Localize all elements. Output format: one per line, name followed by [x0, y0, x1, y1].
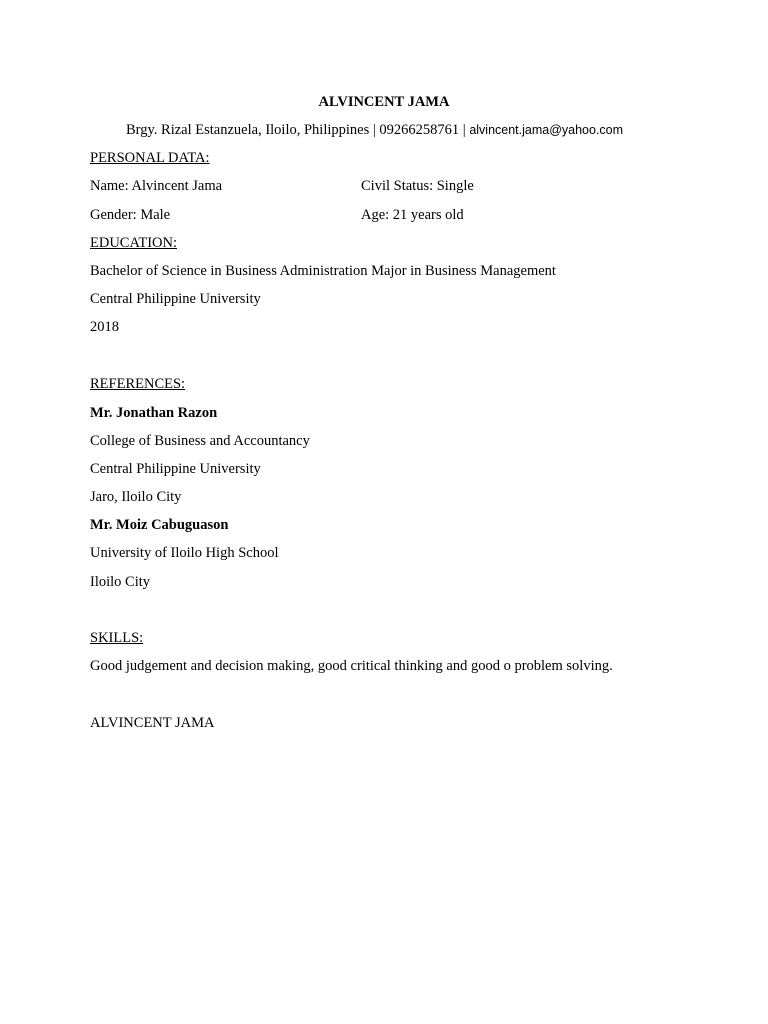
- reference-detail: Iloilo City: [90, 574, 151, 590]
- reference-name: Mr. Moiz Cabuguason: [90, 517, 229, 533]
- reference-detail: Central Philippine University: [90, 461, 261, 477]
- email-text: alvincent.jama@yahoo.com: [469, 123, 624, 137]
- education-year: 2018: [90, 319, 119, 335]
- address-phone-text: Brgy. Rizal Estanzuela, Iloilo, Philippines | 09266258761 |: [126, 122, 470, 138]
- reference-name: Mr. Jonathan Razon: [90, 405, 218, 421]
- personal-civil-status: Civil Status: Single: [361, 178, 474, 194]
- contact-line: [126, 123, 623, 138]
- references-heading: REFERENCES:: [90, 376, 186, 392]
- resume-name-heading: ALVINCENT JAMA: [318, 94, 450, 110]
- reference-detail: University of Iloilo High School: [90, 545, 279, 561]
- education-degree: Bachelor of Science in Business Administration Major in Business Management: [90, 263, 556, 279]
- education-heading: EDUCATION:: [90, 235, 177, 251]
- personal-name: Name: Alvincent Jama: [90, 178, 223, 194]
- personal-age: Age: 21 years old: [361, 207, 464, 223]
- skills-text: Good judgement and decision making, good critical thinking and good o problem solving.: [90, 658, 613, 674]
- education-school: Central Philippine University: [90, 291, 261, 307]
- skills-heading: SKILLS:: [90, 630, 144, 646]
- reference-detail: Jaro, Iloilo City: [90, 489, 182, 505]
- signature-name: ALVINCENT JAMA: [90, 715, 215, 731]
- personal-gender: Gender: Male: [90, 207, 171, 223]
- personal-data-heading: PERSONAL DATA:: [90, 150, 210, 166]
- reference-detail: College of Business and Accountancy: [90, 433, 310, 449]
